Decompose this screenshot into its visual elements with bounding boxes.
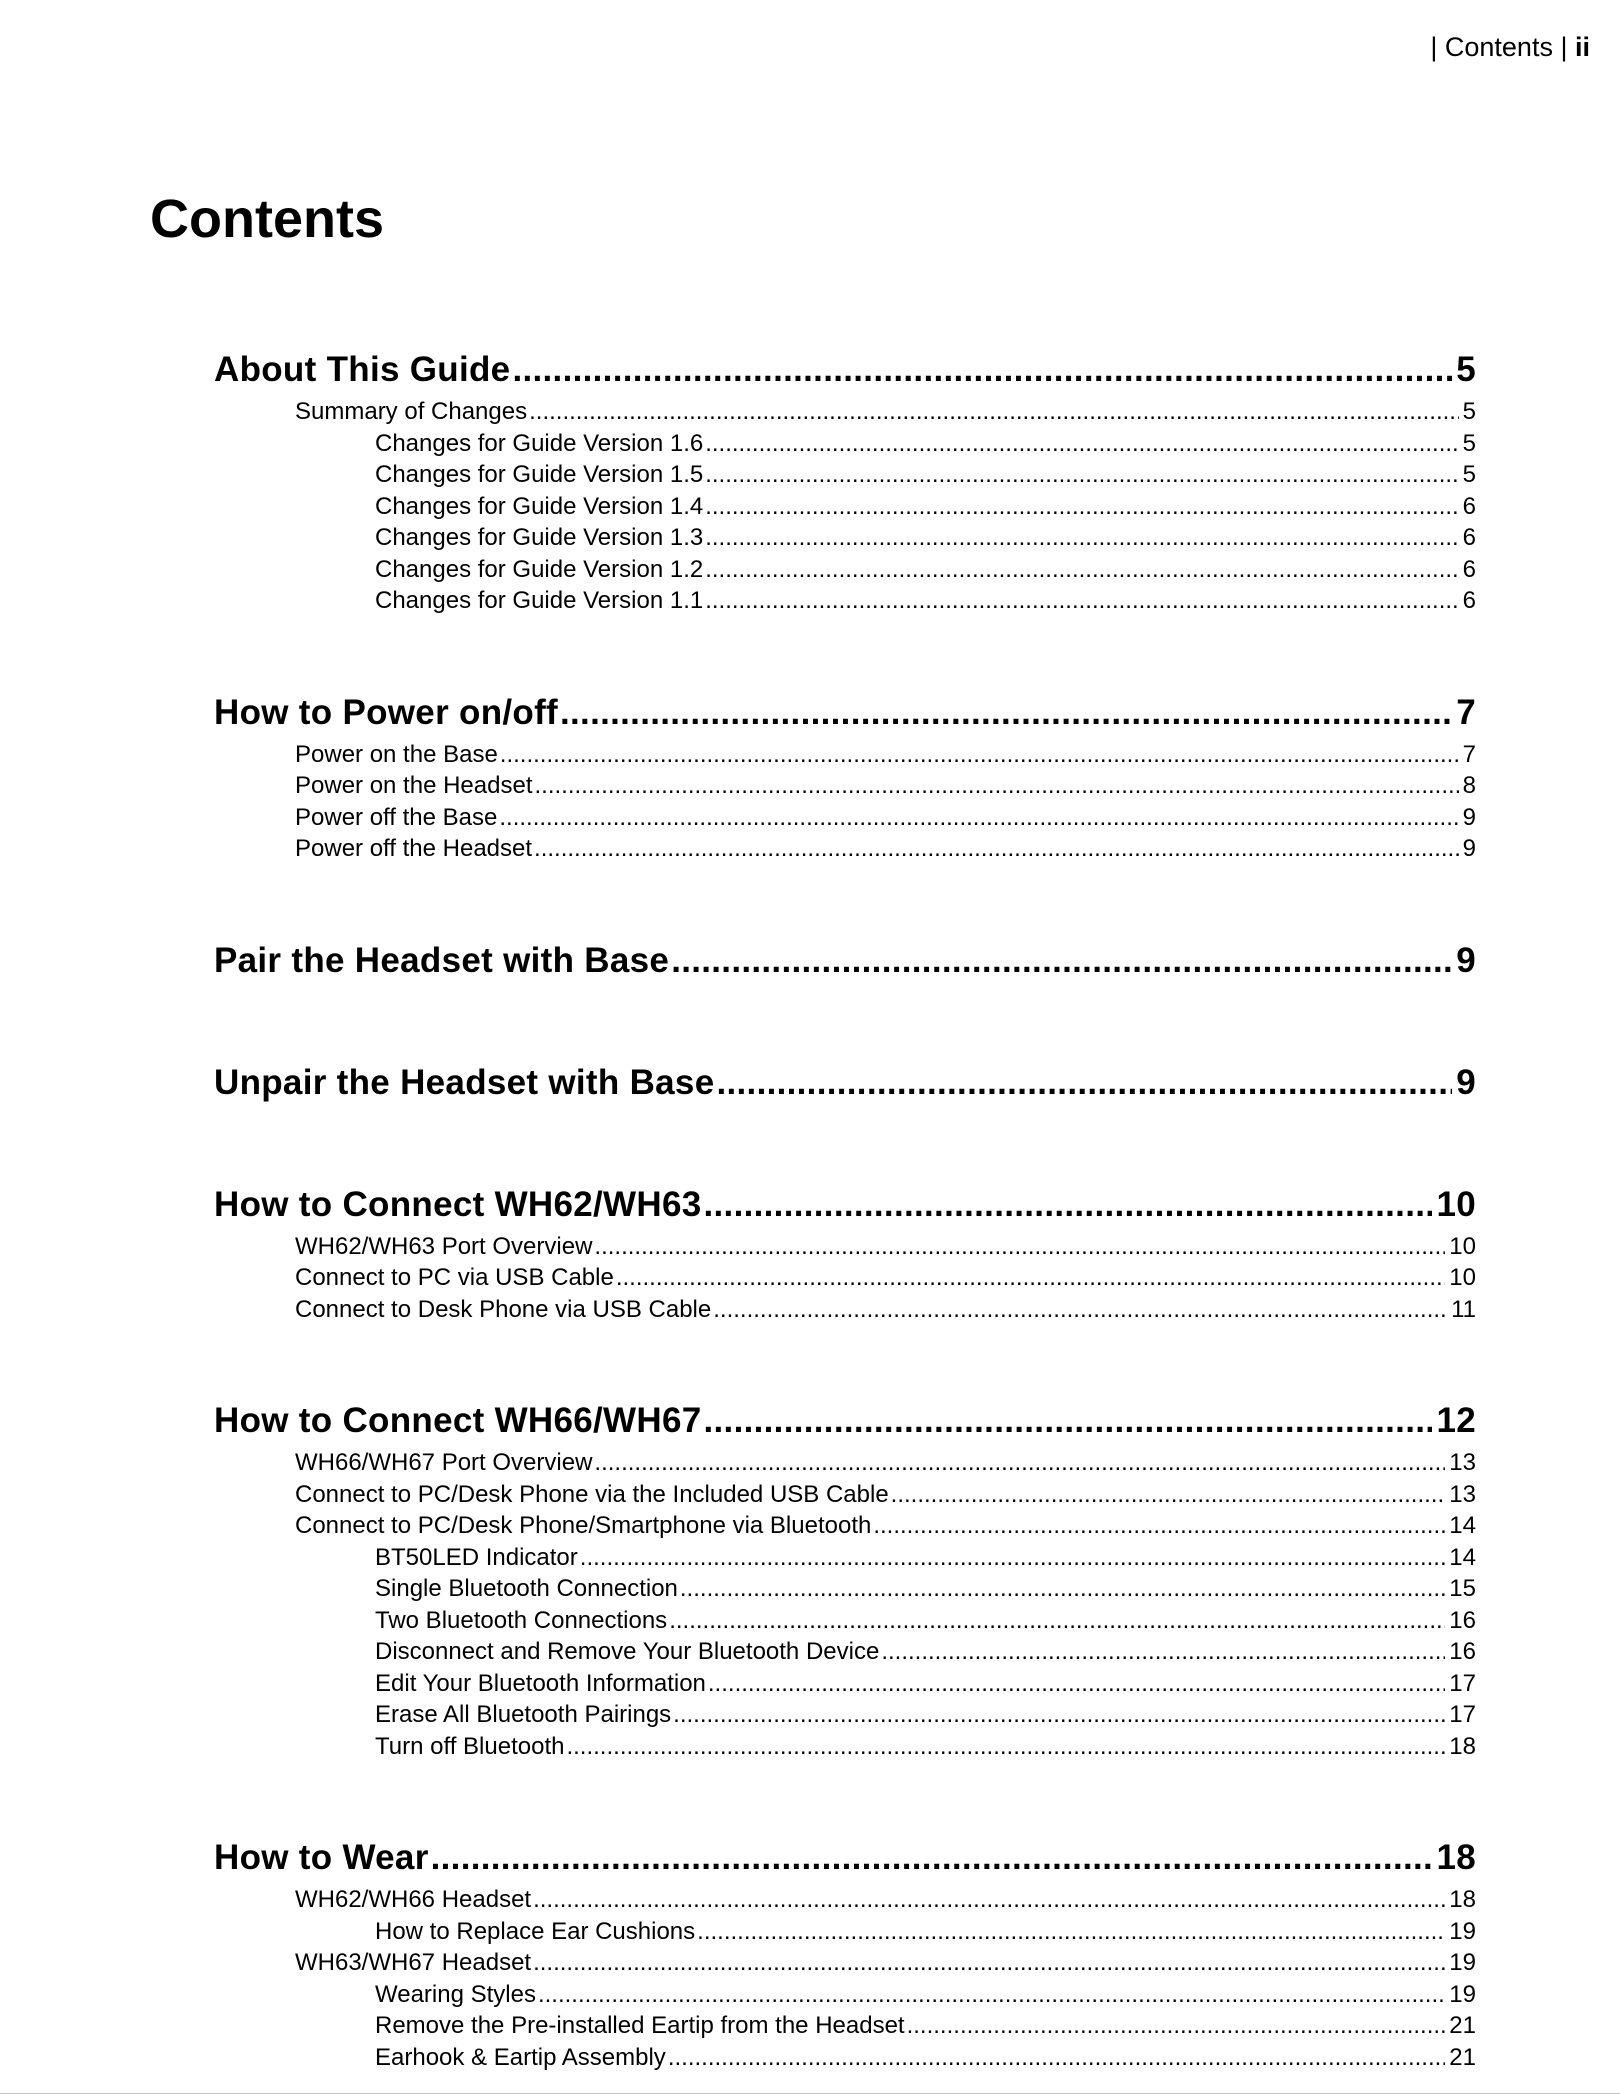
toc-dot-leader [534, 833, 1459, 865]
toc-dot-leader [566, 1731, 1445, 1763]
toc-page-number: 9 [1456, 940, 1476, 980]
toc-dot-leader [713, 1294, 1447, 1326]
toc-entry-title: BT50LED Indicator [375, 1543, 578, 1571]
toc-chapter-entry[interactable] [214, 1832, 1476, 1884]
toc-entry-title: Changes for Guide Version 1.3 [375, 524, 704, 551]
toc-page-number: 7 [1462, 740, 1476, 768]
header-page-number: ii [1574, 32, 1590, 62]
toc-subentry[interactable] [214, 1542, 1476, 1574]
toc-page-number: 7 [1456, 692, 1476, 732]
toc-subentry[interactable] [214, 522, 1476, 554]
toc-page-number: 19 [1449, 1917, 1476, 1945]
toc-dot-leader [512, 344, 1452, 396]
toc-entry-title: Two Bluetooth Connections [375, 1606, 668, 1634]
toc-entry-title: Erase All Bluetooth Pairings [375, 1701, 672, 1728]
toc-page-number: 6 [1462, 555, 1476, 583]
toc-dot-leader [534, 770, 1458, 802]
toc-page-number: 6 [1462, 524, 1476, 551]
toc-dot-leader [704, 1395, 1433, 1447]
toc-subentry[interactable] [214, 1916, 1476, 1948]
toc-page-number: 14 [1449, 1512, 1476, 1539]
toc-subentry[interactable] [214, 1699, 1476, 1731]
toc-subentry[interactable] [214, 1605, 1476, 1637]
table-of-contents [214, 344, 1476, 2073]
toc-dot-leader [668, 2042, 1445, 2074]
toc-dot-leader [580, 1542, 1446, 1574]
toc-chapter-entry[interactable] [214, 935, 1476, 987]
toc-dot-leader [673, 1699, 1445, 1731]
toc-subentry[interactable] [214, 802, 1476, 834]
toc-dot-leader [529, 396, 1459, 428]
toc-entry-title: Edit Your Bluetooth Information [375, 1669, 706, 1697]
toc-dot-leader [705, 459, 1458, 491]
running-header [1430, 30, 1590, 64]
toc-entry-title: About This Guide [214, 350, 511, 389]
toc-entry-title: Connect to PC/Desk Phone/Smartphone via Bluetooth [295, 1512, 872, 1539]
toc-entry-title: Changes for Guide Version 1.5 [375, 461, 704, 488]
toc-chapter-entry[interactable] [214, 1395, 1476, 1447]
toc-page-number: 11 [1451, 1295, 1476, 1323]
toc-page-number: 21 [1449, 2012, 1476, 2039]
toc-chapter-entry[interactable] [214, 344, 1476, 396]
toc-subentry[interactable] [214, 1573, 1476, 1605]
toc-page-number: 18 [1449, 1732, 1476, 1760]
toc-dot-leader [500, 739, 1459, 771]
toc-dot-leader [680, 1573, 1445, 1605]
toc-page-number: 5 [1462, 398, 1476, 425]
toc-page-number: 19 [1449, 1980, 1476, 2008]
toc-entry-title: How to Wear [214, 1838, 429, 1877]
toc-dot-leader [705, 585, 1458, 617]
toc-dot-leader [533, 1884, 1445, 1916]
toc-entry-title: How to Connect WH66/WH67 [214, 1401, 702, 1440]
toc-entry-title: Disconnect and Remove Your Bluetooth Device [375, 1638, 880, 1665]
toc-subentry[interactable] [214, 428, 1476, 460]
toc-section [214, 1832, 1476, 2073]
toc-entry-title: WH62/WH66 Headset [295, 1886, 532, 1913]
toc-page-number: 19 [1449, 1949, 1476, 1976]
toc-subentry[interactable] [214, 396, 1476, 428]
toc-dot-leader [560, 687, 1452, 739]
toc-page-number: 17 [1449, 1669, 1476, 1697]
toc-dot-leader [669, 1605, 1445, 1637]
toc-page-number: 16 [1449, 1606, 1476, 1634]
toc-page-number: 9 [1462, 803, 1476, 831]
toc-dot-leader [616, 1262, 1445, 1294]
header-section-label: | Contents | [1430, 32, 1568, 62]
toc-entry-title: How to Connect WH62/WH63 [214, 1184, 702, 1224]
toc-dot-leader [716, 1057, 1452, 1109]
toc-subentry[interactable] [214, 1231, 1476, 1263]
toc-section [214, 935, 1476, 987]
toc-section [214, 1057, 1476, 1109]
toc-entry-title: Wearing Styles [375, 1980, 536, 2008]
toc-entry-title: Pair the Headset with Base [214, 940, 670, 980]
toc-dot-leader [705, 491, 1458, 523]
toc-dot-leader [533, 1947, 1445, 1979]
toc-page-number: 13 [1449, 1449, 1476, 1476]
toc-dot-leader [705, 428, 1458, 460]
toc-page-number: 16 [1449, 1638, 1476, 1665]
toc-subentry[interactable] [214, 1979, 1476, 2011]
toc-subentry[interactable] [214, 1731, 1476, 1763]
toc-subentry[interactable] [214, 1447, 1476, 1479]
toc-subentry[interactable] [214, 1294, 1476, 1326]
toc-entry-title: Changes for Guide Version 1.2 [375, 555, 704, 583]
toc-entry-title: Summary of Changes [295, 398, 528, 425]
toc-subentry[interactable] [214, 1668, 1476, 1700]
toc-page-number: 5 [1462, 461, 1476, 488]
toc-dot-leader [499, 802, 1458, 834]
toc-chapter-entry[interactable] [214, 1057, 1476, 1109]
toc-page-number: 12 [1436, 1401, 1476, 1440]
toc-page-number: 5 [1462, 429, 1476, 457]
toc-page-number: 15 [1449, 1575, 1476, 1602]
toc-dot-leader [873, 1510, 1445, 1542]
toc-entry-title: Changes for Guide Version 1.4 [375, 492, 704, 520]
toc-page-number: 9 [1456, 1062, 1476, 1102]
toc-page-number: 18 [1436, 1838, 1476, 1877]
toc-dot-leader [704, 1179, 1433, 1231]
toc-subentry[interactable] [214, 1884, 1476, 1916]
toc-entry-title: Unpair the Headset with Base [214, 1062, 715, 1102]
toc-page-number: 10 [1449, 1264, 1476, 1291]
toc-entry-title: Connect to PC/Desk Phone via the Included USB Cable [295, 1480, 889, 1508]
toc-dot-leader [671, 935, 1452, 987]
toc-subentry[interactable] [214, 1636, 1476, 1668]
toc-entry-title: Remove the Pre-installed Eartip from the Headset [375, 2012, 905, 2039]
toc-subentry[interactable] [214, 770, 1476, 802]
toc-subentry[interactable] [214, 554, 1476, 586]
page-bottom-rule [0, 2093, 1620, 2094]
toc-entry-title: Power on the Base [295, 740, 498, 768]
toc-entry-title: Turn off Bluetooth [375, 1732, 565, 1760]
toc-subentry[interactable] [214, 1262, 1476, 1294]
toc-subentry[interactable] [214, 2042, 1476, 2074]
toc-dot-leader [891, 1479, 1446, 1511]
toc-entry-title: Connect to Desk Phone via USB Cable [295, 1295, 712, 1323]
toc-entry-title: WH66/WH67 Port Overview [295, 1449, 593, 1476]
toc-section [214, 1395, 1476, 1762]
toc-page-number: 5 [1456, 350, 1476, 389]
toc-dot-leader [594, 1231, 1445, 1263]
toc-subentry[interactable] [214, 1510, 1476, 1542]
toc-page-number: 18 [1449, 1886, 1476, 1913]
toc-dot-leader [705, 554, 1458, 586]
toc-entry-title: WH62/WH63 Port Overview [295, 1232, 593, 1260]
toc-page-number: 17 [1449, 1701, 1476, 1728]
toc-dot-leader [708, 1668, 1445, 1700]
toc-section [214, 687, 1476, 865]
toc-dot-leader [907, 2010, 1446, 2042]
toc-dot-leader [594, 1447, 1445, 1479]
toc-subentry[interactable] [214, 739, 1476, 771]
toc-entry-title: Power off the Headset [295, 835, 533, 862]
toc-subentry[interactable] [214, 491, 1476, 523]
toc-entry-title: Earhook & Eartip Assembly [375, 2043, 666, 2071]
toc-dot-leader [431, 1832, 1433, 1884]
toc-subentry[interactable] [214, 459, 1476, 491]
toc-subentry[interactable] [214, 1479, 1476, 1511]
toc-section [214, 344, 1476, 617]
toc-dot-leader [705, 522, 1458, 554]
toc-entry-title: How to Power on/off [214, 692, 558, 732]
toc-entry-title: Connect to PC via USB Cable [295, 1264, 614, 1291]
toc-page-number: 14 [1449, 1543, 1476, 1571]
toc-dot-leader [697, 1916, 1445, 1948]
toc-entry-title: WH63/WH67 Headset [295, 1949, 532, 1976]
page-title: Contents [150, 189, 384, 249]
toc-entry-title: How to Replace Ear Cushions [375, 1917, 696, 1945]
toc-page-number: 10 [1436, 1184, 1476, 1224]
toc-subentry[interactable] [214, 1947, 1476, 1979]
toc-page-number: 9 [1462, 835, 1476, 862]
toc-entry-title: Power off the Base [295, 803, 498, 831]
toc-section [214, 1179, 1476, 1326]
toc-page-number: 6 [1462, 587, 1476, 614]
toc-page-number: 13 [1449, 1480, 1476, 1508]
toc-entry-title: Single Bluetooth Connection [375, 1575, 678, 1602]
toc-chapter-entry[interactable] [214, 687, 1476, 739]
toc-page-number: 6 [1462, 492, 1476, 520]
toc-page-number: 10 [1449, 1232, 1476, 1260]
toc-chapter-entry[interactable] [214, 1179, 1476, 1231]
toc-dot-leader [881, 1636, 1445, 1668]
toc-subentry[interactable] [214, 585, 1476, 617]
toc-page-number: 8 [1462, 772, 1476, 799]
toc-subentry[interactable] [214, 2010, 1476, 2042]
toc-subentry[interactable] [214, 833, 1476, 865]
toc-entry-title: Power on the Headset [295, 772, 533, 799]
toc-page-number: 21 [1449, 2043, 1476, 2071]
toc-dot-leader [538, 1979, 1445, 2011]
toc-entry-title: Changes for Guide Version 1.6 [375, 429, 704, 457]
toc-entry-title: Changes for Guide Version 1.1 [375, 587, 704, 614]
